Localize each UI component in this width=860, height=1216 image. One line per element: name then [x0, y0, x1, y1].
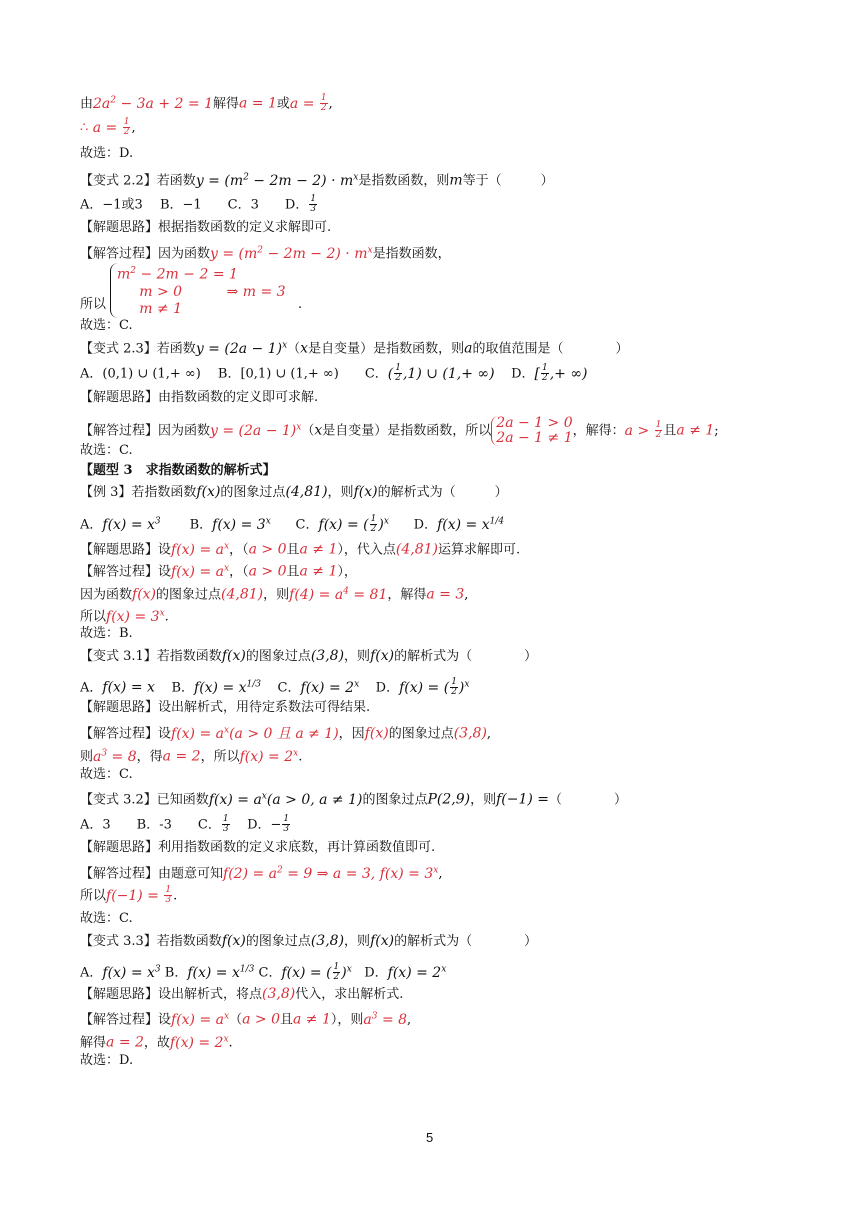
solution-idea: 【解题思路】设出解析式，将点(3,8)代入，求出解析式.	[80, 986, 404, 1002]
solution-line: 则$a^3 = 8$，得a = 2，所以$f(x) = 2^x$.	[80, 748, 303, 765]
solution-process: 【解答过程】设$f(x) = a^x(a > 0$且a ≠ 1），则$a^3 = 8$,	[80, 1011, 412, 1028]
options-line: A．(0,1) ∪ (1,+ ∞) B．[0,1) ∪ (1,+ ∞) C．( $\frac{1}{2}$ ,1) ∪ (1,+ ∞) D．[ $\frac{1}{2}$ ,+ ∞)	[80, 363, 588, 383]
section-title: 【题型 3 求指数函数的解析式】	[80, 463, 276, 478]
example-3: 【例 3】若指数函数f(x)的图象过点(4,81)，则f(x)的解析式为（ ）	[80, 484, 508, 500]
options-line: A．$f(x) = x^3$ B．$f(x) = x^{1/3}$ C．f(x) = ( $\frac{1}{2}$ )$^x$ D．$f(x) = 2^x$	[80, 962, 447, 983]
solution-idea: 【解题思路】由指数函数的定义即可求解.	[80, 390, 319, 405]
answer-line: 故选：D.	[80, 146, 134, 161]
solution-line: 所以	[80, 297, 107, 312]
solution-line: 由$2a^2 - 3a + 2 = 1$解得a = 1或a = $\frac{1}{2}$ ,	[80, 93, 333, 114]
solution-line: ∴ a = $\frac{1}{2}$ ,	[80, 117, 136, 137]
solution-process: 【解答过程】因为函数$y = (m^2 - 2m - 2) \cdot m^x$是指数函数，	[80, 245, 451, 262]
options-line: A．f(x) = x B．$f(x) = x^{1/3}$ C．$f(x) = 2^x$ D．f(x) = ( $\frac{1}{2}$ )$^x$	[80, 677, 470, 698]
solution-idea: 【解题思路】设$f(x) = a^x$，（a > 0且a ≠ 1），代入点(4,81)运算求解即可.	[80, 541, 521, 558]
question-variant-3-2: 【变式 3.2】已知函数$f(x) = a^x(a > 0$, a ≠ 1)的图象过点P(2,9)，则f(−1) =（ ）	[80, 791, 628, 808]
question-variant-2-2: 【变式 2.2】若函数$y = (m^2 - 2m - 2) \cdot m^x$是指数函数，则m等于（ ）	[80, 172, 554, 189]
answer-line: 故选：C.	[80, 911, 133, 926]
period: .	[298, 297, 303, 312]
answer-line: 故选：C.	[80, 318, 133, 333]
answer-line: 故选：D.	[80, 1053, 134, 1068]
answer-line: 故选：B.	[80, 626, 133, 641]
solution-line: 因为函数f(x)的图象过点(4,81)，则$f(4) = a^4 = 81$，解得a = 3,	[80, 586, 469, 603]
question-variant-3-3: 【变式 3.3】若指数函数f(x)的图象过点(3,8)，则f(x)的解析式为（ ）	[80, 933, 538, 949]
options-line: A．3 B．-3 C． $\frac{1}{3}$ D．− $\frac{1}{3}$	[80, 814, 290, 834]
solution-line: 所以f(−1) = $\frac{1}{3}$ .	[80, 885, 178, 905]
solution-idea: 【解题思路】根据指数函数的定义求解即可.	[80, 220, 332, 235]
question-variant-2-3: 【变式 2.3】若函数$y = (2a - 1)^x(x$是自变量）是指数函数，则a的取值范围是（ ）	[80, 340, 629, 357]
question-variant-3-1: 【变式 3.1】若指数函数f(x)的图象过点(3,8)，则f(x)的解析式为（ ）	[80, 648, 538, 664]
solution-line: 解得a = 2，故$f(x) = 2^x$.	[80, 1034, 233, 1051]
options-line: A．$f(x) = x^3$ B．$f(x) = 3^x$ C．f(x) = ( $\frac{1}{2}$ )$^x$ D．$f(x) = x^{1/4}$	[80, 514, 505, 535]
solution-line: 所以$f(x) = 3^x$.	[80, 608, 169, 625]
solution-process: 【解答过程】设$f(x) = a^x(a > 0$ 且 a ≠ 1)，因f(x)的图象过点(3,8),	[80, 725, 492, 742]
equation-system: $m^2 - 2m - 2 = 1$ m > 0 ⇒ m = 3 m ≠ 1	[110, 263, 286, 318]
solution-process: 【解答过程】由题意可知$f(2) = a^2 = 9$ ⇒ a = 3, $f(x) = 3^x$,	[80, 865, 443, 882]
solution-idea: 【解题思路】利用指数函数的定义求底数，再计算函数值即可.	[80, 840, 436, 855]
answer-line: 故选：C.	[80, 443, 133, 458]
options-line: A．−1或3 B．−1 C．3 D． $\frac{1}{3}$	[80, 194, 317, 214]
solution-idea: 【解题思路】设出解析式，用待定系数法可得结果.	[80, 700, 371, 715]
solution-process: 【解答过程】设$f(x) = a^x$，（a > 0且a ≠ 1），	[80, 563, 357, 580]
solution-process: 【解答过程】因为函数$y = (2a - 1)^x(x$是自变量）是指数函数，所以 2a − 1 > 0 2a − 1 ≠ 1 ，解得：a > $\frac{1}{2}$ 且a ≠ 1;	[80, 415, 719, 447]
answer-line: 故选：C.	[80, 767, 133, 782]
page-number: 5	[426, 1130, 434, 1145]
